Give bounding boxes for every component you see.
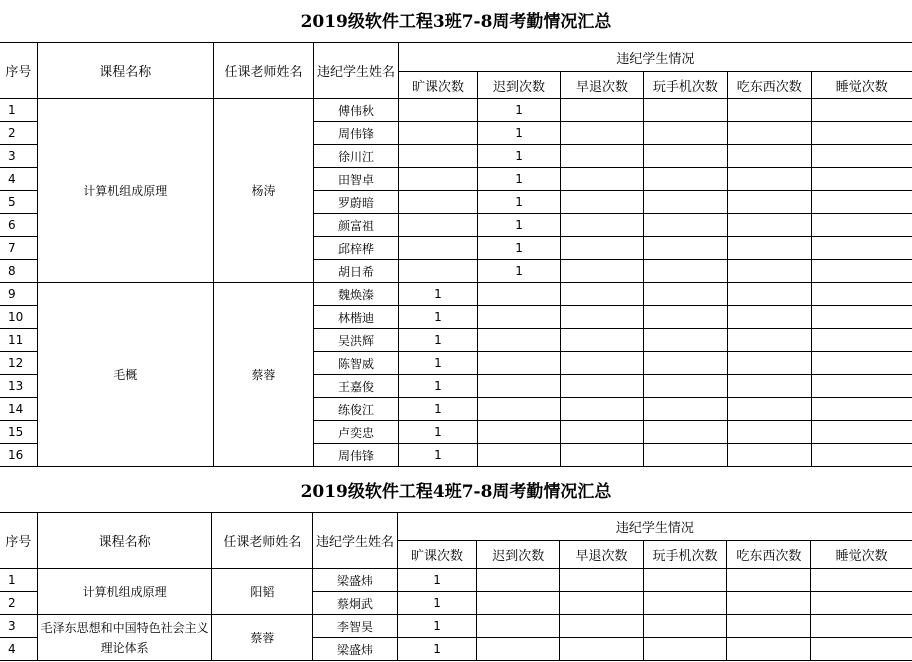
col-header-course: 课程名称	[37, 513, 212, 569]
student-name: 卢奕忠	[314, 421, 399, 444]
sleeping-count	[811, 352, 912, 375]
col-header-index: 序号	[0, 43, 37, 99]
sleeping-count	[811, 421, 912, 444]
col-header-group: 违纪学生情况	[397, 513, 912, 541]
late-count: 1	[478, 260, 561, 283]
eating-count	[727, 592, 811, 615]
early-leave-count	[561, 237, 644, 260]
absence-count: 1	[398, 283, 477, 306]
absence-count	[398, 122, 477, 145]
early-leave-count	[561, 99, 644, 122]
table-row	[0, 283, 912, 306]
absence-count	[398, 99, 477, 122]
student-name: 罗蔚暗	[314, 191, 399, 214]
absence-count: 1	[398, 375, 477, 398]
phone-use-count	[644, 122, 728, 145]
row-index: 1	[0, 569, 37, 592]
phone-use-count	[644, 145, 728, 168]
student-name: 梁盛炜	[313, 569, 398, 592]
sleeping-count	[811, 398, 912, 421]
late-count: 1	[478, 145, 561, 168]
col-header-eating: 吃东西次数	[727, 541, 811, 569]
student-name: 田智卓	[314, 168, 399, 191]
row-index: 11	[0, 329, 37, 352]
col-header-sleep: 睡觉次数	[811, 72, 912, 99]
col-header-phone: 玩手机次数	[643, 541, 727, 569]
sleeping-count	[811, 191, 912, 214]
absence-count	[398, 237, 477, 260]
phone-use-count	[644, 260, 728, 283]
sleeping-count	[811, 444, 912, 467]
phone-use-count	[644, 283, 728, 306]
teacher-name: 蔡蓉	[213, 283, 314, 467]
row-index: 14	[0, 398, 37, 421]
sleeping-count	[811, 375, 912, 398]
phone-use-count	[644, 306, 728, 329]
sleeping-count	[811, 569, 912, 592]
early-leave-count	[561, 375, 644, 398]
early-leave-count	[560, 638, 643, 661]
phone-use-count	[643, 638, 727, 661]
late-count	[478, 283, 561, 306]
absence-count: 1	[398, 352, 477, 375]
eating-count	[727, 638, 811, 661]
col-header-early: 早退次数	[561, 72, 644, 99]
absence-count: 1	[398, 444, 477, 467]
col-header-teacher: 任课老师姓名	[213, 43, 314, 99]
course-name: 计算机组成原理	[37, 569, 212, 615]
student-name: 梁盛炜	[313, 638, 398, 661]
early-leave-count	[561, 283, 644, 306]
phone-use-count	[644, 398, 728, 421]
col-header-late: 迟到次数	[478, 72, 561, 99]
early-leave-count	[561, 444, 644, 467]
early-leave-count	[560, 615, 643, 638]
phone-use-count	[644, 444, 728, 467]
student-name: 魏焕溱	[314, 283, 399, 306]
phone-use-count	[644, 191, 728, 214]
col-header-late: 迟到次数	[477, 541, 560, 569]
row-index: 8	[0, 260, 37, 283]
eating-count	[727, 421, 811, 444]
absence-count: 1	[397, 615, 476, 638]
eating-count	[727, 569, 811, 592]
row-index: 6	[0, 214, 37, 237]
row-index: 4	[0, 168, 37, 191]
late-count: 1	[478, 168, 561, 191]
early-leave-count	[560, 569, 643, 592]
student-name: 蔡炯武	[313, 592, 398, 615]
col-header-index: 序号	[0, 513, 37, 569]
eating-count	[727, 352, 811, 375]
phone-use-count	[643, 615, 727, 638]
page-title: 2019级软件工程4班7-8周考勤情况汇总	[300, 482, 612, 502]
teacher-name: 蔡蓉	[212, 615, 313, 661]
phone-use-count	[643, 569, 727, 592]
late-count	[478, 444, 561, 467]
sleeping-count	[811, 122, 912, 145]
late-count	[477, 615, 560, 638]
sleeping-count	[811, 615, 912, 638]
sleeping-count	[811, 168, 912, 191]
early-leave-count	[561, 260, 644, 283]
absence-count	[398, 168, 477, 191]
late-count: 1	[478, 99, 561, 122]
late-count: 1	[478, 191, 561, 214]
absence-count	[398, 145, 477, 168]
early-leave-count	[561, 145, 644, 168]
eating-count	[727, 283, 811, 306]
col-header-student: 违纪学生姓名	[313, 513, 398, 569]
eating-count	[727, 145, 811, 168]
student-name: 林楷迪	[314, 306, 399, 329]
col-header-teacher: 任课老师姓名	[212, 513, 313, 569]
sleeping-count	[811, 283, 912, 306]
col-header-eating: 吃东西次数	[727, 72, 811, 99]
phone-use-count	[644, 99, 728, 122]
early-leave-count	[561, 352, 644, 375]
course-name: 毛泽东思想和中国特色社会主义理论体系	[37, 615, 212, 661]
early-leave-count	[560, 592, 643, 615]
eating-count	[727, 329, 811, 352]
late-count: 1	[478, 214, 561, 237]
row-index: 3	[0, 615, 37, 638]
eating-count	[727, 168, 811, 191]
phone-use-count	[644, 421, 728, 444]
late-count	[478, 352, 561, 375]
absence-count: 1	[397, 569, 476, 592]
col-header-course: 课程名称	[37, 43, 213, 99]
sleeping-count	[811, 237, 912, 260]
phone-use-count	[644, 168, 728, 191]
absence-count: 1	[398, 329, 477, 352]
row-index: 7	[0, 237, 37, 260]
row-index: 1	[0, 99, 37, 122]
student-name: 吴洪辉	[314, 329, 399, 352]
early-leave-count	[561, 421, 644, 444]
row-index: 15	[0, 421, 37, 444]
phone-use-count	[643, 592, 727, 615]
phone-use-count	[644, 329, 728, 352]
row-index: 9	[0, 283, 37, 306]
late-count	[478, 375, 561, 398]
row-index: 3	[0, 145, 37, 168]
sleeping-count	[811, 214, 912, 237]
sleeping-count	[811, 306, 912, 329]
row-index: 13	[0, 375, 37, 398]
early-leave-count	[561, 306, 644, 329]
sleeping-count	[811, 145, 912, 168]
late-count	[478, 306, 561, 329]
table-row	[0, 569, 912, 592]
row-index: 12	[0, 352, 37, 375]
absence-count: 1	[398, 398, 477, 421]
eating-count	[727, 306, 811, 329]
early-leave-count	[561, 168, 644, 191]
absence-count: 1	[397, 592, 476, 615]
sleeping-count	[811, 638, 912, 661]
absence-count	[398, 191, 477, 214]
col-header-phone: 玩手机次数	[644, 72, 728, 99]
eating-count	[727, 615, 811, 638]
early-leave-count	[561, 329, 644, 352]
student-name: 周伟锋	[314, 122, 399, 145]
eating-count	[727, 191, 811, 214]
absence-count: 1	[398, 306, 477, 329]
attendance-table-class4	[0, 512, 912, 661]
row-index: 10	[0, 306, 37, 329]
early-leave-count	[561, 214, 644, 237]
sleeping-count	[811, 99, 912, 122]
absence-count: 1	[398, 421, 477, 444]
eating-count	[727, 375, 811, 398]
late-count: 1	[478, 237, 561, 260]
eating-count	[727, 99, 811, 122]
sleeping-count	[811, 592, 912, 615]
row-index: 2	[0, 592, 37, 615]
student-name: 李智昊	[313, 615, 398, 638]
row-index: 2	[0, 122, 37, 145]
teacher-name: 阳韬	[212, 569, 313, 615]
col-header-student: 违纪学生姓名	[314, 43, 399, 99]
eating-count	[727, 214, 811, 237]
student-name: 颜富祖	[314, 214, 399, 237]
header-row	[0, 43, 912, 72]
phone-use-count	[644, 375, 728, 398]
student-name: 周伟锋	[314, 444, 399, 467]
sleeping-count	[811, 329, 912, 352]
student-name: 胡日希	[314, 260, 399, 283]
col-header-early: 早退次数	[560, 541, 643, 569]
absence-count	[398, 214, 477, 237]
table-row	[0, 99, 912, 122]
student-name: 傅伟秋	[314, 99, 399, 122]
sleeping-count	[811, 260, 912, 283]
eating-count	[727, 237, 811, 260]
teacher-name: 杨涛	[213, 99, 314, 283]
late-count	[478, 421, 561, 444]
phone-use-count	[644, 237, 728, 260]
absence-count	[398, 260, 477, 283]
row-index: 4	[0, 638, 37, 661]
page-title: 2019级软件工程3班7-8周考勤情况汇总	[300, 12, 612, 32]
student-name: 邱梓桦	[314, 237, 399, 260]
student-name: 练俊江	[314, 398, 399, 421]
early-leave-count	[561, 191, 644, 214]
header-row	[0, 513, 912, 541]
late-count	[477, 569, 560, 592]
early-leave-count	[561, 122, 644, 145]
eating-count	[727, 122, 811, 145]
late-count	[478, 329, 561, 352]
col-header-absence: 旷课次数	[398, 72, 477, 99]
phone-use-count	[644, 214, 728, 237]
early-leave-count	[561, 398, 644, 421]
course-name: 毛概	[37, 283, 213, 467]
col-header-group: 违纪学生情况	[398, 43, 912, 72]
row-index: 16	[0, 444, 37, 467]
late-count	[477, 592, 560, 615]
eating-count	[727, 398, 811, 421]
eating-count	[727, 444, 811, 467]
late-count: 1	[478, 122, 561, 145]
student-name: 王嘉俊	[314, 375, 399, 398]
late-count	[477, 638, 560, 661]
late-count	[478, 398, 561, 421]
student-name: 徐川江	[314, 145, 399, 168]
absence-count: 1	[397, 638, 476, 661]
row-index: 5	[0, 191, 37, 214]
course-name: 计算机组成原理	[37, 99, 213, 283]
col-header-sleep: 睡觉次数	[811, 541, 912, 569]
student-name: 陈智威	[314, 352, 399, 375]
eating-count	[727, 260, 811, 283]
table-row	[0, 615, 912, 638]
attendance-table-class3	[0, 42, 912, 467]
phone-use-count	[644, 352, 728, 375]
col-header-absence: 旷课次数	[397, 541, 476, 569]
